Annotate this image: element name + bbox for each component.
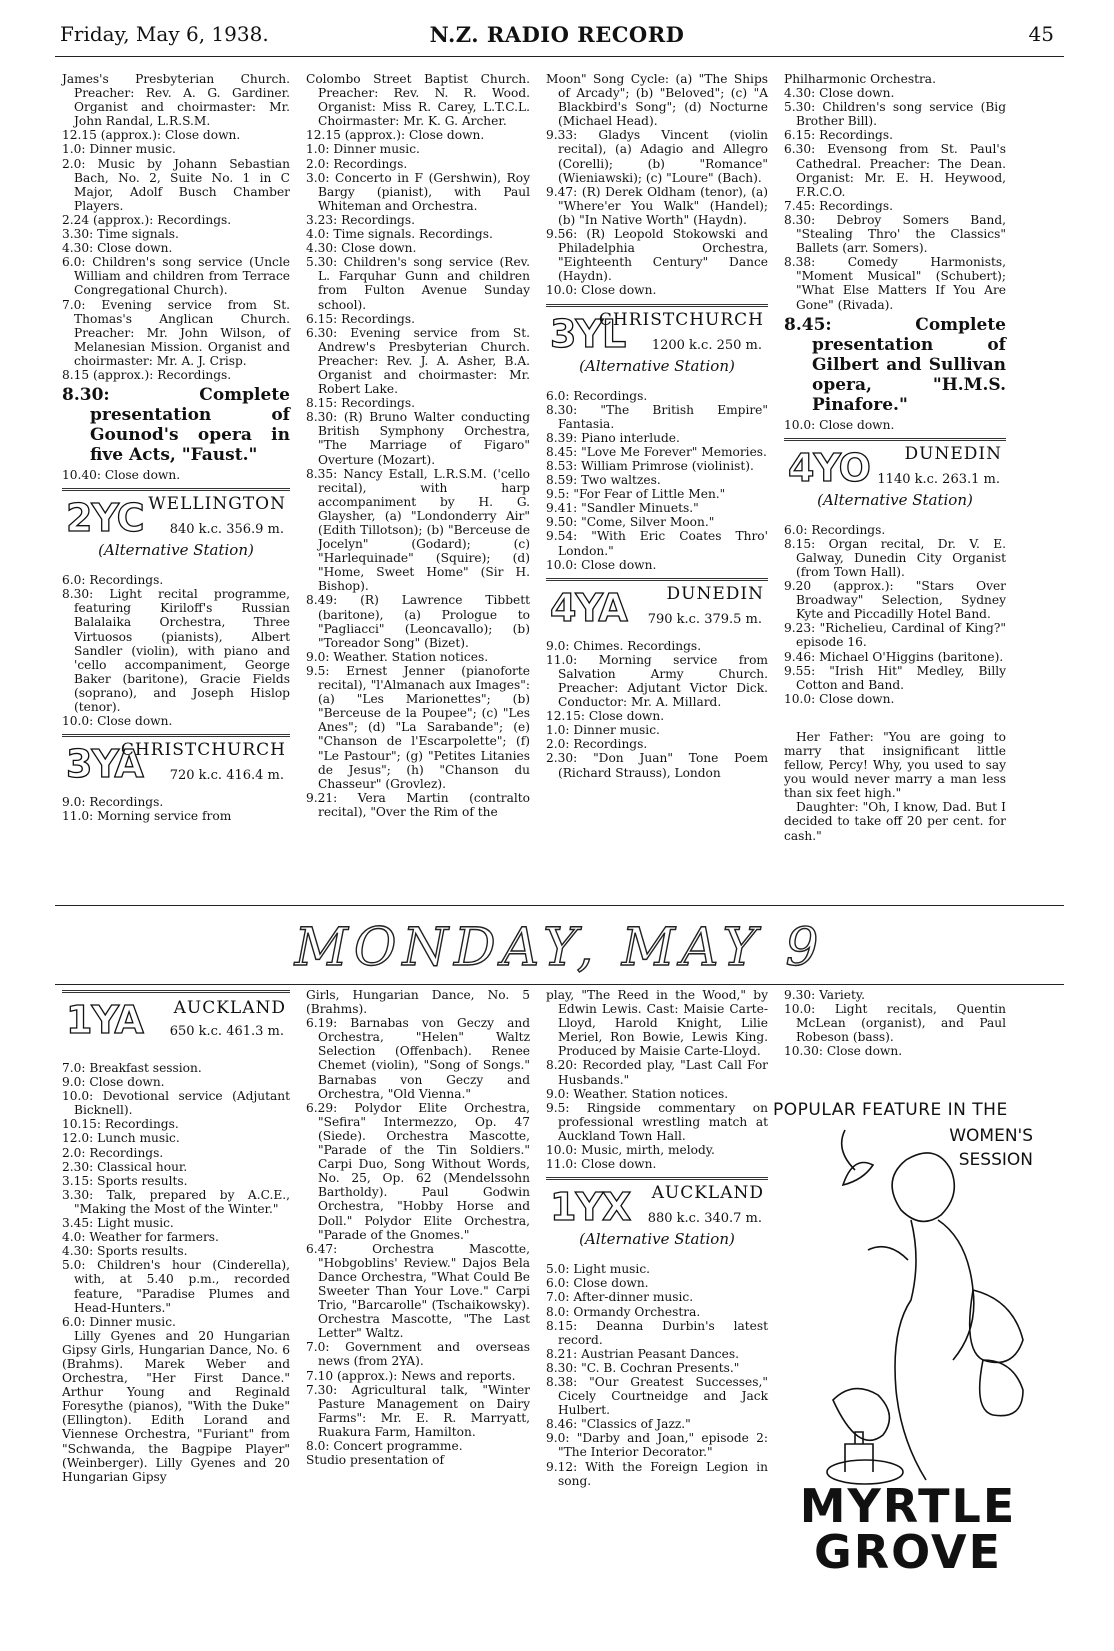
bottom-column-4	[784, 988, 1006, 1058]
station-city: CHRISTCHURCH	[598, 309, 764, 330]
program-entry: Colombo Street Baptist Church. Preacher: Rev. N. R. Wood. Organist: Miss R. Carey, L.T.C.L. Choirmaster: Mr. K. G. Archer.	[306, 72, 530, 129]
station-1ya-header	[62, 990, 290, 1053]
ad-brand-line-2: GROVE	[813, 1525, 1003, 1579]
program-entry: 9.30: Variety.	[784, 988, 866, 1002]
program-entry: 4.30: Close down.	[784, 86, 895, 101]
program-entry: 10.0: Close down.	[784, 691, 895, 706]
program-entry: 10.30: Close down.	[784, 1044, 903, 1059]
program-entry: 4.30: Close down.	[62, 241, 173, 256]
program-entry: 11.0: Morning service from	[62, 809, 232, 824]
program-entry: 9.20 (approx.): "Stars Over Broadway" Selection, Sydney Kyte and Piccadilly Hotel Band.	[784, 579, 1006, 622]
station-frequency: 880 k.c. 340.7 m.	[647, 1211, 762, 1227]
program-entry: 4.30: Close down.	[306, 241, 417, 256]
program-entry: 9.5: Ernest Jenner (pianoforte recital), "l'Almanach aux Images": (a) "Les Marionettes"; (b) "Berceuse de la Poupee"; (c) "Les Anes"; (d) "La Sarabande"; (e) "Chanson de l'Escarpolette"; (f) "Le Pastour"; (g) "Petites Litanies de Jesus"; (h) "Chanson du Chasseur" (Grovlez).	[306, 663, 530, 791]
program-entry: 8.15: Deanna Durbin's latest record.	[546, 1318, 768, 1347]
spacer	[784, 706, 1006, 730]
program-entry: 2.0: Music by Johann Sebastian Bach, No. 2, Suite No. 1 in C Major, Adolf Busch Chamber Players.	[62, 156, 290, 213]
program-entry: 7.0: Government and overseas news (from 2YA).	[306, 1340, 530, 1369]
program-entry: 11.0: Morning service from Salvation Army Church. Preacher: Adjutant Victor Dick. Conductor: Mr. A. Millard.	[546, 652, 768, 710]
program-entry: 8.38: "Our Greatest Successes," Cicely Courtneidge and Jack Hulbert.	[546, 1374, 768, 1418]
program-entry: 9.0: Recordings.	[62, 795, 164, 810]
program-entry: 4.30: Sports results.	[62, 1244, 188, 1259]
page-header	[60, 22, 1054, 52]
ad-headline: POPULAR FEATURE IN THE	[773, 1100, 1008, 1120]
joke-text	[784, 730, 1006, 843]
program-entry: 3.23: Recordings.	[306, 212, 415, 227]
program-entry: 6.15: Recordings.	[784, 128, 893, 143]
station-call-sign: 4YA	[550, 585, 627, 630]
program-entry: 6.30: Evensong from St. Paul's Cathedral. Preacher: The Dean. Organist: Mr. E. H. Heywood, F.R.C.O.	[784, 142, 1006, 199]
program-entry: 10.0: Close down.	[546, 557, 657, 572]
feature-faust: 8.30: Complete presentation of Gounod's opera in five Acts, "Faust."	[62, 385, 290, 466]
program-entry: 7.0: After-dinner music.	[546, 1290, 694, 1305]
program-entry: 12.15: Close down.	[546, 709, 665, 724]
header-date: Friday, May 6, 1938.	[60, 22, 269, 46]
program-entry: 10.0: Devotional service (Adjutant Bicknell).	[62, 1089, 290, 1118]
program-entry: 7.45: Recordings.	[784, 198, 893, 213]
program-entry: 9.0: "Darby and Joan," episode 2: "The Interior Decorator."	[546, 1431, 768, 1460]
program-entry: 6.19: Barnabas von Geczy and Orchestra, "Helen" Waltz Selection (Offenbach). Renee Chemet (violin), "Song of Songs." Barnabas von Geczy and Orchestra, "Old Vienna."	[306, 1016, 530, 1101]
program-entry: 2.0: Recordings.	[306, 156, 408, 171]
program-entry: Moon" Song Cycle: (a) "The Ships of Arcady"; (b) "Beloved"; (c) "A Blackbird's Song"; (d) Nocturne (Michael Head).	[546, 72, 768, 129]
program-list	[784, 988, 1006, 1058]
program-entry: 8.15: Organ recital, Dr. V. E. Galway, Dunedin City Organist (from Town Hall).	[784, 536, 1006, 579]
program-entry: 1.0: Dinner music.	[546, 723, 660, 738]
program-entry: 10.0: Close down.	[546, 283, 657, 298]
program-entry: 6.0: Dinner music.	[62, 1314, 176, 1329]
program-entry: 8.59: Two waltzes.	[546, 473, 661, 488]
program-entry: 10.40: Close down.	[62, 468, 181, 483]
top-column-4	[784, 72, 1006, 843]
program-entry: 3.30: Time signals.	[62, 227, 179, 242]
ad-line-session: SESSION	[958, 1150, 1033, 1170]
program-entry: 8.30: "The British Empire" Fantasia.	[546, 402, 768, 431]
ad-brand-line-1: MYRTLE	[799, 1479, 1017, 1533]
station-frequency: 840 k.c. 356.9 m.	[169, 522, 284, 538]
program-list	[306, 1016, 530, 1467]
program-entry: 9.50: "Come, Silver Moon."	[546, 515, 715, 530]
program-list	[546, 988, 768, 1171]
station-3yl-header	[546, 304, 768, 381]
program-entry: 9.55: "Irish Hit" Medley, Billy Cotton and Band.	[784, 663, 1006, 692]
station-frequency: 1200 k.c. 250 m.	[651, 337, 762, 353]
top-column-3	[546, 72, 768, 780]
program-entry: 8.39: Piano interlude.	[546, 430, 680, 445]
program-list	[546, 1262, 768, 1488]
ad-line-womens: WOMEN'S	[949, 1126, 1033, 1146]
program-entry: 9.0: Close down.	[62, 1075, 165, 1090]
program-list	[784, 523, 1006, 706]
program-entry: 10.15: Recordings.	[62, 1117, 179, 1132]
program-entry: 9.0: Chimes. Recordings.	[546, 638, 702, 653]
myrtle-grove-advertisement	[773, 1100, 1043, 1579]
program-entry: 6.15: Recordings.	[306, 311, 415, 326]
program-entry: 6.47: Orchestra Mascotte, "Hobgoblins' Review." Dajos Bela Dance Orchestra, "What Could Be Sweeter Than Your Love." Carpi Trio, "Barcarolle" (Tschaikowsky). Orchestra Mascotte, "The Last Letter" Waltz.	[306, 1241, 530, 1341]
program-entry: 10.0: Light recitals, Quentin McLean (organist), and Paul Robeson (bass).	[784, 1002, 1006, 1045]
program-list	[546, 72, 768, 298]
program-entry: James's Presbyterian Church. Preacher: Rev. A. G. Gardiner. Organist and choirmaster: Mr. John Randal, L.R.S.M.	[62, 72, 290, 129]
program-entry: 7.10 (approx.): News and reports.	[306, 1368, 516, 1383]
program-entry: 9.0: Weather. Station notices.	[546, 1086, 729, 1101]
dinner-music-details: Lilly Gyenes and 20 Hungarian Gipsy Girls, Hungarian Dance, No. 6 (Brahms). Marek Weber and Orchestra, "Her First Dance." Arthur Young and Reginald Foresythe (pianos), "With the Duke" (Ellington). Edith Lorand and Viennese Orchestra, "Furiant" from "Schwanda, the Bagpipe Player" (Weinberger). Lilly Gyenes and 20 Hungarian Gipsy	[62, 1328, 290, 1484]
station-frequency: 650 k.c. 461.3 m.	[169, 1024, 284, 1039]
top-column-1	[62, 72, 290, 823]
station-4ya-header	[546, 578, 768, 631]
bottom-column-2	[306, 988, 530, 1467]
program-list	[306, 72, 530, 819]
program-entry: 9.5: Ringside commentary on professional wrestling match at Auckland Town Hall.	[546, 1100, 768, 1143]
program-entry: 6.0: Close down.	[546, 1276, 649, 1291]
program-entry: 9.46: Michael O'Higgins (baritone).	[784, 649, 1004, 664]
program-entry: 5.0: Light music.	[546, 1262, 651, 1277]
program-entry: Daughter: "Oh, I know, Dad. But I decided to take off 20 per cent. for cash."	[784, 800, 1006, 843]
program-entry: 8.53: William Primrose (violinist).	[546, 458, 754, 473]
program-entry: 4.0: Weather for farmers.	[62, 1230, 219, 1245]
program-entry: 6.0: Recordings.	[62, 573, 164, 588]
program-entry: 9.5: "For Fear of Little Men."	[546, 487, 726, 502]
station-city: DUNEDIN	[904, 443, 1002, 464]
station-city: WELLINGTON	[148, 494, 286, 515]
program-entry: 6.0: Recordings.	[546, 388, 648, 403]
program-entry: 9.21: Vera Martin (contralto recital), "Over the Rim of the	[306, 790, 530, 819]
program-list	[62, 72, 290, 382]
program-entry: 6.0: Recordings.	[784, 522, 886, 537]
station-call-sign: 1YA	[66, 998, 143, 1042]
program-entry: 6.29: Polydor Elite Orchestra, "Sefira" Intermezzo, Op. 47 (Siede). Orchestra Mascotte, "Parade of the Tin Soldiers." Carpi Duo, Song Without Words, No. 25, Op. 62 (Mendelssohn Bartholdy). Paul Godwin Orchestra, "Hobby Horse and Doll." Polydor Elite Orchestra, "Parade of the Gnomes."	[306, 1100, 530, 1242]
station-call-sign: 3YL	[550, 311, 626, 356]
station-call-sign: 4YO	[788, 445, 870, 490]
station-frequency: 1140 k.c. 263.1 m.	[877, 471, 1000, 487]
program-entry: 2.0: Recordings.	[62, 1145, 164, 1160]
program-entry: 9.33: Gladys Vincent (violin recital), (a) Adagio and Allegro (Corelli); (b) "Romance" (Wieniawski); (c) "Loure" (Bach).	[546, 128, 768, 185]
program-entry: 5.30: Children's song service (Big Brother Bill).	[784, 100, 1006, 129]
program-entry: 8.15 (approx.): Recordings.	[62, 367, 232, 382]
program-entry: 8.38: Comedy Harmonists, "Moment Musical" (Schubert); "What Else Matters If You Are Gone" (Rivada).	[784, 255, 1006, 312]
program-list	[784, 72, 1006, 312]
program-entry: 2.30: Classical hour.	[62, 1159, 188, 1174]
bottom-column-3	[546, 988, 768, 1488]
program-entry: 5.30: Children's song service (Rev. L. Farquhar Gunn and children from Fulton Avenue Sunday school).	[306, 255, 530, 312]
continued-text: Girls, Hungarian Dance, No. 5 (Brahms).	[306, 988, 530, 1017]
program-entry: 12.0: Lunch music.	[62, 1131, 180, 1146]
program-entry: 11.0: Close down.	[546, 1157, 657, 1172]
program-entry: 9.54: "With Eric Coates Thro' London."	[546, 529, 768, 558]
station-2yc-header	[62, 488, 290, 565]
program-entry: 3.30: Talk, prepared by A.C.E., "Making the Most of the Winter."	[62, 1187, 290, 1216]
program-entry: 7.30: Agricultural talk, "Winter Pasture Management on Dairy Farms": Mr. E. R. Marryatt, Ruakura Farm, Hamilton.	[306, 1382, 530, 1439]
program-entry: 8.15: Recordings.	[306, 396, 415, 411]
program-entry: 8.30: Debroy Somers Band, "Stealing Thro' the Classics" Ballets (arr. Somers).	[784, 212, 1006, 256]
program-entry: Her Father: "You are going to marry that insignificant little fellow, Percy! Why, you used to say you would never marry a man less than six feet high."	[784, 729, 1006, 801]
page-number: 45	[1028, 22, 1054, 46]
program-entry: 4.0: Time signals. Recordings.	[306, 227, 493, 242]
program-entry: 7.0: Breakfast session.	[62, 1061, 202, 1075]
program-list	[62, 1061, 290, 1329]
station-frequency: 720 k.c. 416.4 m.	[169, 768, 284, 784]
program-entry: 8.35: Nancy Estall, L.R.S.M. ('cello recital), with harp accompaniment by H. G. Glaysher, (a) "Londonderry Air" (Edith Tillotson); (b) "Berceuse de Jocelyn" (Godard); (c) "Harlequinade" (Squire); (d) "Home, Sweet Home" (Sir H. Bishop).	[306, 466, 530, 594]
station-alternative: (Alternative Station)	[579, 1230, 735, 1249]
program-entry: 3.45: Light music.	[62, 1216, 174, 1231]
station-city: AUCKLAND	[651, 1183, 764, 1204]
section-rule	[55, 905, 1064, 906]
station-city: DUNEDIN	[666, 583, 764, 604]
program-entry: 9.56: (R) Leopold Stokowski and Philadelphia Orchestra, "Eighteenth Century" Dance (Haydn).	[546, 227, 768, 284]
program-entry: 8.30: (R) Bruno Walter conducting British Symphony Orchestra, "The Marriage of Figaro" Overture (Mozart).	[306, 410, 530, 467]
program-entry: 9.0: Weather. Station notices.	[306, 649, 489, 664]
program-entry: 10.0: Music, mirth, melody.	[546, 1143, 715, 1158]
program-list	[62, 795, 290, 823]
program-entry: 2.24 (approx.): Recordings.	[62, 212, 232, 227]
station-alternative: (Alternative Station)	[817, 490, 973, 509]
program-entry: 8.49: (R) Lawrence Tibbett (baritone), (a) Prologue to "Pagliacci" (Leoncavallo); (b) "Toreador Song" (Bizet).	[306, 593, 530, 650]
program-entry: Studio presentation of	[306, 1453, 445, 1468]
station-4yo-header	[784, 438, 1006, 515]
program-entry: 8.0: Concert programme.	[306, 1439, 463, 1453]
station-3ya-header	[62, 734, 290, 787]
program-entry: 1.0: Dinner music.	[62, 142, 176, 157]
program-list	[546, 639, 768, 780]
masthead: N.Z. RADIO RECORD	[429, 22, 685, 47]
station-alternative: (Alternative Station)	[579, 356, 735, 375]
program-entry: 7.0: Evening service from St. Thomas's Anglican Church. Preacher: Mr. John Wilson, of Melanesian Mission. Organist and choirmaster: Mr. A. J. Crisp.	[62, 297, 290, 368]
day-banner: MONDAY, MAY 9	[294, 918, 825, 978]
station-city: CHRISTCHURCH	[120, 740, 286, 761]
station-city: AUCKLAND	[173, 998, 286, 1018]
program-entry: 9.12: With the Foreign Legion in song.	[546, 1459, 768, 1488]
program-list	[62, 573, 290, 728]
station-frequency: 790 k.c. 379.5 m.	[647, 611, 762, 627]
program-entry: 9.41: "Sandler Minuets."	[546, 501, 699, 516]
program-list	[62, 468, 290, 482]
station-alternative: (Alternative Station)	[98, 541, 254, 560]
program-entry: 12.15 (approx.): Close down.	[306, 128, 485, 143]
program-entry: play, "The Reed in the Wood," by Edwin Lewis. Cast: Maisie Carte-Lloyd, Harold Knight, Lilie Meriel, Ron Bowie, Lewis King. Produced by Maisie Carte-Lloyd.	[546, 988, 768, 1059]
program-entry: 3.15: Sports results.	[62, 1173, 188, 1188]
station-call-sign: 2YC	[66, 496, 144, 541]
program-entry: 10.0: Close down.	[62, 714, 173, 729]
program-entry: 12.15 (approx.): Close down.	[62, 128, 241, 143]
feature-pinafore: 8.45: Complete presentation of Gilbert and Sullivan opera, "H.M.S. Pinafore."	[784, 314, 1006, 415]
program-entry: 8.46: "Classics of Jazz."	[546, 1417, 691, 1432]
program-entry: 10.0: Close down.	[784, 417, 895, 432]
program-entry: Philharmonic Orchestra.	[784, 72, 936, 86]
program-entry: 6.30: Evening service from St. Andrew's Presbyterian Church. Preacher: Rev. J. A. Asher, B.A. Organist and choirmaster: Mr. Robert Lake.	[306, 325, 530, 397]
program-entry: 8.20: Recorded play, "Last Call For Husbands."	[546, 1058, 768, 1087]
station-1yx-header	[546, 1177, 768, 1254]
program-entry: 5.0: Children's hour (Cinderella), with, at 5.40 p.m., recorded feature, "Paradise Plumes and Head-Hunters."	[62, 1258, 290, 1315]
program-entry: 8.0: Ormandy Orchestra.	[546, 1304, 701, 1319]
program-entry: 6.0: Children's song service (Uncle William and children from Terrace Congregational Church).	[62, 255, 290, 298]
bottom-column-1	[62, 984, 290, 1484]
program-list	[784, 418, 1006, 432]
program-entry: 9.47: (R) Derek Oldham (tenor), (a) "Where'er You Walk" (Handel); (b) "In Native Worth" (Haydn).	[546, 184, 768, 227]
header-rule	[55, 56, 1064, 57]
program-entry: 2.30: "Don Juan" Tone Poem (Richard Strauss), London	[546, 751, 768, 780]
top-column-2	[306, 72, 530, 819]
program-entry: 1.0: Dinner music.	[306, 142, 420, 157]
program-entry: 3.0: Concerto in F (Gershwin), Roy Bargy (pianist), with Paul Whiteman and Orchestra.	[306, 170, 530, 213]
station-call-sign: 3YA	[66, 742, 143, 787]
program-entry: 8.45: "Love Me Forever" Memories.	[546, 444, 767, 459]
program-entry: 9.23: "Richelieu, Cardinal of King?" episode 16.	[784, 621, 1006, 650]
program-list	[546, 389, 768, 572]
ad-subheadline	[949, 1124, 1033, 1172]
program-entry: 8.30: Light recital programme, featuring Kiriloff's Russian Balalaika Orchestra, Three Virtuosos (pianists), Albert Sandler (violin), with piano and 'cello accompaniment, George Baker (baritone), Gracie Fields (soprano), and Joseph Hislop (tenor).	[62, 587, 290, 714]
program-entry: 8.30: "C. B. Cochran Presents."	[546, 1360, 740, 1375]
ad-brand	[773, 1479, 1043, 1579]
program-entry: 8.21: Austrian Peasant Dances.	[546, 1346, 739, 1361]
station-call-sign: 1YX	[550, 1185, 631, 1230]
program-entry: 2.0: Recordings.	[546, 737, 648, 752]
